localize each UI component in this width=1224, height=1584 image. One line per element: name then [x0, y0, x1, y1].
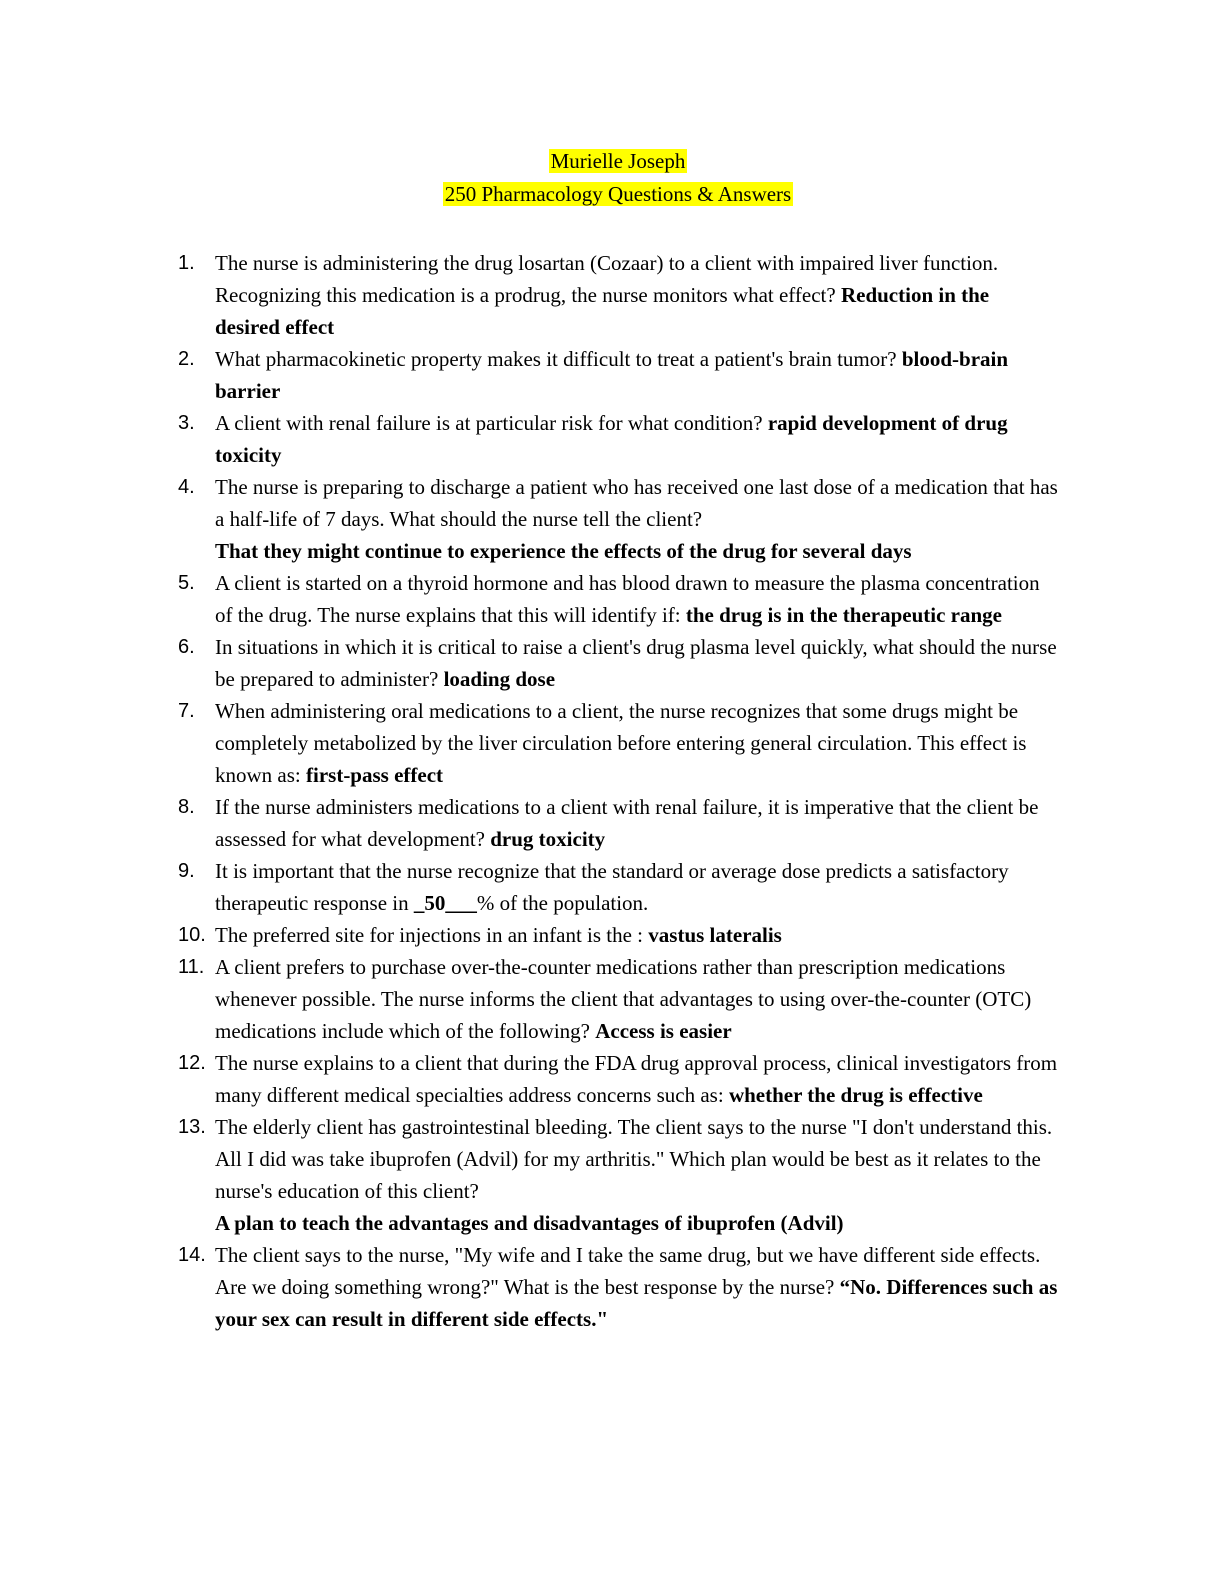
question-item	[178, 247, 1058, 343]
question-segment: What pharmacokinetic property makes it difficult to treat a patient's brain tumor?	[215, 347, 902, 371]
question-text	[215, 631, 1058, 695]
document-title: 250 Pharmacology Questions & Answers	[444, 182, 792, 206]
question-number: 7.	[178, 700, 195, 722]
question-text	[215, 343, 1058, 407]
question-number: 4.	[178, 476, 195, 498]
answer-text: That they might continue to experience the effects of the drug for several days	[215, 539, 912, 563]
question-segment: A client is started on a thyroid hormone and has blood drawn to measure the plasma concentration of the drug. The nurse explains that this will identify if:	[215, 571, 1040, 627]
question-segment: The client says to the nurse, "My wife and I take the same drug, but we have different side effects. Are we doing something wrong?" What is the best response by the nurse?	[215, 1243, 1041, 1299]
answer-text: Reduction in the desired effect	[215, 283, 990, 339]
question-item	[178, 1111, 1058, 1239]
answer-text: _50___	[413, 891, 477, 915]
question-segment: A client with renal failure is at particular risk for what condition?	[215, 411, 768, 435]
question-item	[178, 631, 1058, 695]
answer-text: “No. Differences such as your sex can result in different side effects."	[215, 1275, 1058, 1331]
author-name: Murielle Joseph	[550, 149, 686, 173]
author-line	[178, 145, 1058, 178]
question-number: 3.	[178, 412, 195, 434]
question-text	[215, 1239, 1058, 1335]
question-segment: The preferred site for injections in an infant is the :	[215, 923, 649, 947]
question-text	[215, 695, 1058, 791]
question-item	[178, 1239, 1058, 1335]
title-line	[178, 178, 1058, 211]
answer-text: the drug is in the therapeutic range	[685, 603, 1003, 627]
question-item	[178, 919, 1058, 951]
question-number: 14.	[178, 1244, 206, 1266]
question-item	[178, 343, 1058, 407]
question-segment: % of the population.	[476, 891, 649, 915]
question-number: 12.	[178, 1052, 206, 1074]
document-header	[178, 145, 1058, 211]
question-text	[215, 855, 1058, 919]
question-text	[215, 919, 1058, 951]
question-number: 13.	[178, 1116, 206, 1138]
question-segment: It is important that the nurse recognize that the standard or average dose predicts a satisfactory therapeutic response in	[215, 859, 1009, 915]
answer-text: vastus lateralis	[648, 923, 782, 947]
question-segment: In situations in which it is critical to raise a client's drug plasma level quickly, what should the nurse be prepared to administer?	[215, 635, 1057, 691]
answer-text: blood-brain barrier	[215, 347, 1009, 403]
question-text	[215, 791, 1058, 855]
question-item	[178, 791, 1058, 855]
question-number: 2.	[178, 348, 195, 370]
question-number: 8.	[178, 796, 195, 818]
answer-text: A plan to teach the advantages and disadvantages of ibuprofen (Advil)	[215, 1211, 844, 1235]
question-item	[178, 407, 1058, 471]
answer-text: whether the drug is effective	[728, 1083, 983, 1107]
question-segment: The nurse is administering the drug losartan (Cozaar) to a client with impaired liver function. Recognizing this medication is a prodrug, the nurse monitors what effect?	[215, 251, 999, 307]
question-list	[178, 247, 1058, 1335]
question-number: 10.	[178, 924, 206, 946]
answer-text: rapid development of drug toxicity	[215, 411, 1008, 467]
question-item	[178, 471, 1058, 567]
question-text	[215, 951, 1058, 1047]
question-segment: The elderly client has gastrointestinal bleeding. The client says to the nurse "I don't understand this. All I did was take ibuprofen (Advil) for my arthritis." Which plan would be best as it relates to the nurse's education of this client?	[215, 1115, 1053, 1203]
question-text	[215, 1111, 1058, 1239]
question-segment: If the nurse administers medications to a client with renal failure, it is imperative that the client be assessed for what development?	[215, 795, 1039, 851]
question-number: 11.	[178, 956, 205, 978]
question-segment: The nurse is preparing to discharge a patient who has received one last dose of a medication that has a half-life of 7 days. What should the nurse tell the client?	[215, 475, 1058, 531]
question-item	[178, 567, 1058, 631]
question-number: 1.	[178, 252, 195, 274]
question-item	[178, 695, 1058, 791]
answer-text: first-pass effect	[306, 763, 444, 787]
answer-text: drug toxicity	[490, 827, 606, 851]
question-segment: When administering oral medications to a client, the nurse recognizes that some drugs might be completely metabolized by the liver circulation before entering general circulation. This effect is known as:	[215, 699, 1027, 787]
question-number: 5.	[178, 572, 195, 594]
question-text	[215, 471, 1058, 567]
question-text	[215, 1047, 1058, 1111]
answer-text: loading dose	[443, 667, 556, 691]
question-segment: The nurse explains to a client that during the FDA drug approval process, clinical investigators from many different medical specialties address concerns such as:	[215, 1051, 1058, 1107]
question-item	[178, 1047, 1058, 1111]
question-item	[178, 855, 1058, 919]
question-item	[178, 951, 1058, 1047]
question-number: 9.	[178, 860, 195, 882]
answer-text: Access is easier	[595, 1019, 732, 1043]
question-segment: A client prefers to purchase over-the-counter medications rather than prescription medications whenever possible. The nurse informs the client that advantages to using over-the-counter (OTC) medications include which of the following?	[215, 955, 1032, 1043]
question-number: 6.	[178, 636, 195, 658]
question-text	[215, 567, 1058, 631]
question-text	[215, 247, 1058, 343]
question-text	[215, 407, 1058, 471]
